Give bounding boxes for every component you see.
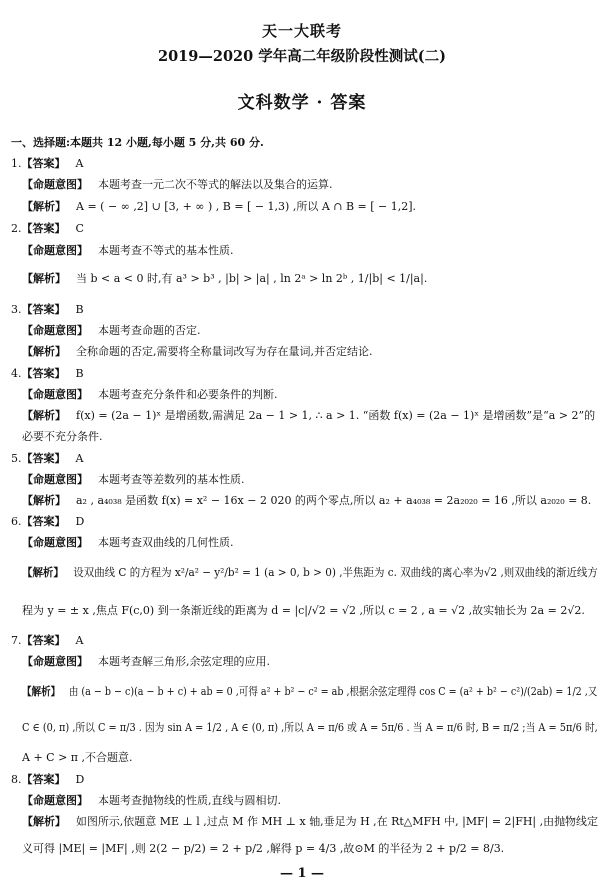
item-3-answer: 3.【答案】 B <box>11 303 84 316</box>
section-heading: 一、选择题:本题共 12 小题,每小题 5 分,共 60 分. <box>11 136 264 149</box>
item-7-intent: 【命题意图】 本题考查解三角形,余弦定理的应用. <box>22 655 270 668</box>
item-6-solution-cont: 程为 y = ± x ,焦点 F(c,0) 到一条渐近线的距离为 d = |c|/√2 = √2 ,所以 c = 2 , a = √2 ,故实轴长为 2a = 2√2. <box>22 604 585 617</box>
exam-organizer-title: 天一大联考 <box>261 22 342 40</box>
item-7-solution-cont2: A + C > π ,不合题意. <box>22 751 133 764</box>
item-8-answer: 8.【答案】 D <box>11 773 85 786</box>
item-3-solution: 【解析】 全称命题的否定,需要将全称量词改写为存在量词,并否定结论. <box>22 345 373 358</box>
item-7-solution: 【解析】 由 (a − b − c)(a − b + c) + ab = 0 ,可得 a² + b² − c² = ab ,根据余弦定理得 cos C = (a² + b² − c²)/(2ab) = 1/2 ,又 <box>22 685 598 698</box>
item-6-intent: 【命题意图】 本题考查双曲线的几何性质. <box>22 536 234 549</box>
item-4-solution-cont: 必要不充分条件. <box>22 430 103 443</box>
item-6-answer: 6.【答案】 D <box>11 515 85 528</box>
item-7-solution-cont: C ∈ (0, π) ,所以 C = π/3 . 因为 sin A = 1/2 , A ∈ (0, π) ,所以 A = π/6 或 A = 5π/6 . 当 A = π/6 时, B = π/2 ;当 A = 5π/6 时, <box>22 721 598 734</box>
page-number: — 1 — <box>279 866 325 881</box>
item-2-answer: 2.【答案】 C <box>11 222 84 235</box>
item-1-solution: 【解析】 A = ( − ∞ ,2] ∪ [3, + ∞ ) , B = [ − 1,3) ,所以 A ∩ B = [ − 1,2]. <box>22 200 417 213</box>
item-3-intent: 【命题意图】 本题考查命题的否定. <box>22 324 201 337</box>
item-4-intent: 【命题意图】 本题考查充分条件和必要条件的判断. <box>22 388 278 401</box>
item-1-answer: 1.【答案】 A <box>11 157 84 170</box>
item-7-answer: 7.【答案】 A <box>11 634 84 647</box>
item-8-solution: 【解析】 如图所示,依题意 ME ⊥ l ,过点 M 作 MH ⊥ x 轴,垂足为 H ,在 Rt△MFH 中, |MF| = 2|FH| ,由抛物线定 <box>22 815 599 828</box>
subject-title: 文科数学 · 答案 <box>237 93 367 113</box>
item-5-answer: 5.【答案】 A <box>11 452 84 465</box>
item-8-solution-cont: 义可得 |ME| = |MF| ,则 2(2 − p/2) = 2 + p/2 ,解得 p = 4/3 ,故⊙M 的半径为 2 + p/2 = 8/3. <box>22 842 505 855</box>
item-2-intent: 【命题意图】 本题考查不等式的基本性质. <box>22 244 234 257</box>
item-8-intent: 【命题意图】 本题考查抛物线的性质,直线与圆相切. <box>22 794 281 807</box>
item-6-solution: 【解析】 设双曲线 C 的方程为 x²/a² − y²/b² = 1 (a > 0, b > 0) ,半焦距为 c. 双曲线的离心率为√2 ,则双曲线的渐近线方 <box>22 566 598 579</box>
item-4-answer: 4.【答案】 B <box>11 367 84 380</box>
exam-session-title: 2019—2020 学年高二年级阶段性测试(二) <box>158 48 446 65</box>
item-5-intent: 【命题意图】 本题考查等差数列的基本性质. <box>22 473 245 486</box>
item-5-solution: 【解析】 a₂ , a₄₀₃₈ 是函数 f(x) = x² − 16x − 2 020 的两个零点,所以 a₂ + a₄₀₃₈ = 2a₂₀₂₀ = 16 ,所以 a₂₀₂₀ = 8. <box>22 494 592 507</box>
item-4-solution: 【解析】 f(x) = (2a − 1)ˣ 是增函数,需满足 2a − 1 > 1, ∴ a > 1. “函数 f(x) = (2a − 1)ˣ 是增函数”是“a > 2”的 <box>22 409 596 422</box>
item-2-solution: 【解析】 当 b < a < 0 时,有 a³ > b³ , |b| > |a| , ln 2ᵃ > ln 2ᵇ , 1/|b| < 1/|a|. <box>22 272 428 285</box>
item-1-intent: 【命题意图】 本题考查一元二次不等式的解法以及集合的运算. <box>22 178 333 191</box>
